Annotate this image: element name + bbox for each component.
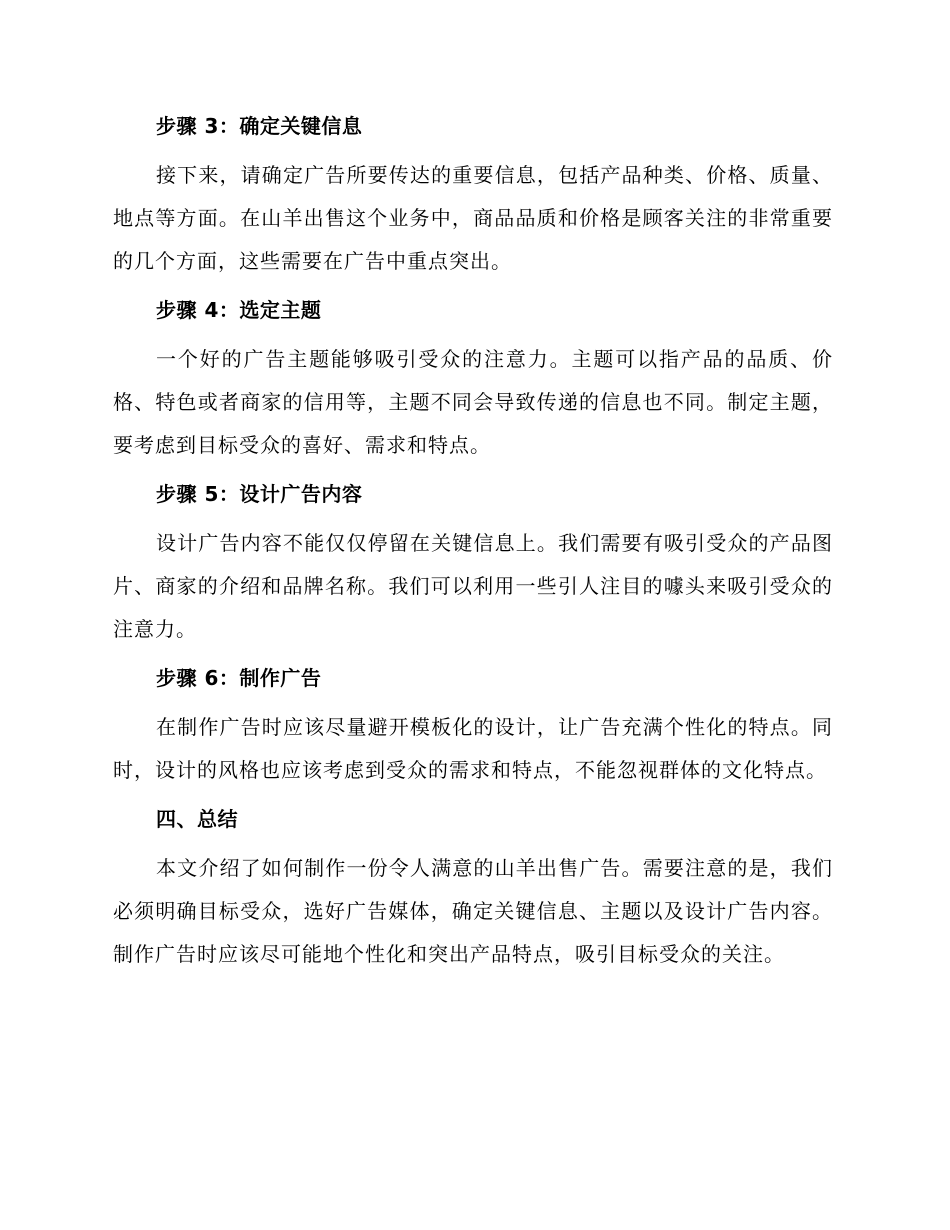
section-heading-summary: 四、总结: [156, 807, 238, 831]
section-heading-step-6: 步骤 6：制作广告: [156, 666, 322, 690]
section-heading-step-5: 步骤 5：设计广告内容: [156, 482, 363, 506]
section-body-summary: 本文介绍了如何制作一份令人满意的山羊出售广告。需要注意的是，我们必须明确目标受众，选好广告媒体，确定关键信息、主题以及设计广告内容。制作广告时应该尽可能地个性化和突出产品特点，吸引目标受众的关注。: [113, 856, 833, 966]
section-heading-step-4: 步骤 4：选定主题: [156, 298, 322, 322]
section-body-step-6: 在制作广告时应该尽量避开模板化的设计，让广告充满个性化的特点。同时，设计的风格也应该考虑到受众的需求和特点，不能忽视群体的文化特点。: [113, 715, 833, 782]
section-heading-step-3: 步骤 3：确定关键信息: [156, 114, 363, 138]
section-body-step-3: 接下来，请确定广告所要传达的重要信息，包括产品种类、价格、质量、地点等方面。在山羊出售这个业务中，商品品质和价格是顾客关注的非常重要的几个方面，这些需要在广告中重点突出。: [113, 163, 833, 273]
document-content: [113, 106, 833, 983]
section-body-step-4: 一个好的广告主题能够吸引受众的注意力。主题可以指产品的品质、价格、特色或者商家的信用等，主题不同会导致传递的信息也不同。制定主题，要考虑到目标受众的喜好、需求和特点。: [113, 347, 833, 457]
section-body-step-5: 设计广告内容不能仅仅停留在关键信息上。我们需要有吸引受众的产品图片、商家的介绍和品牌名称。我们可以利用一些引人注目的噱头来吸引受众的注意力。: [113, 531, 833, 641]
